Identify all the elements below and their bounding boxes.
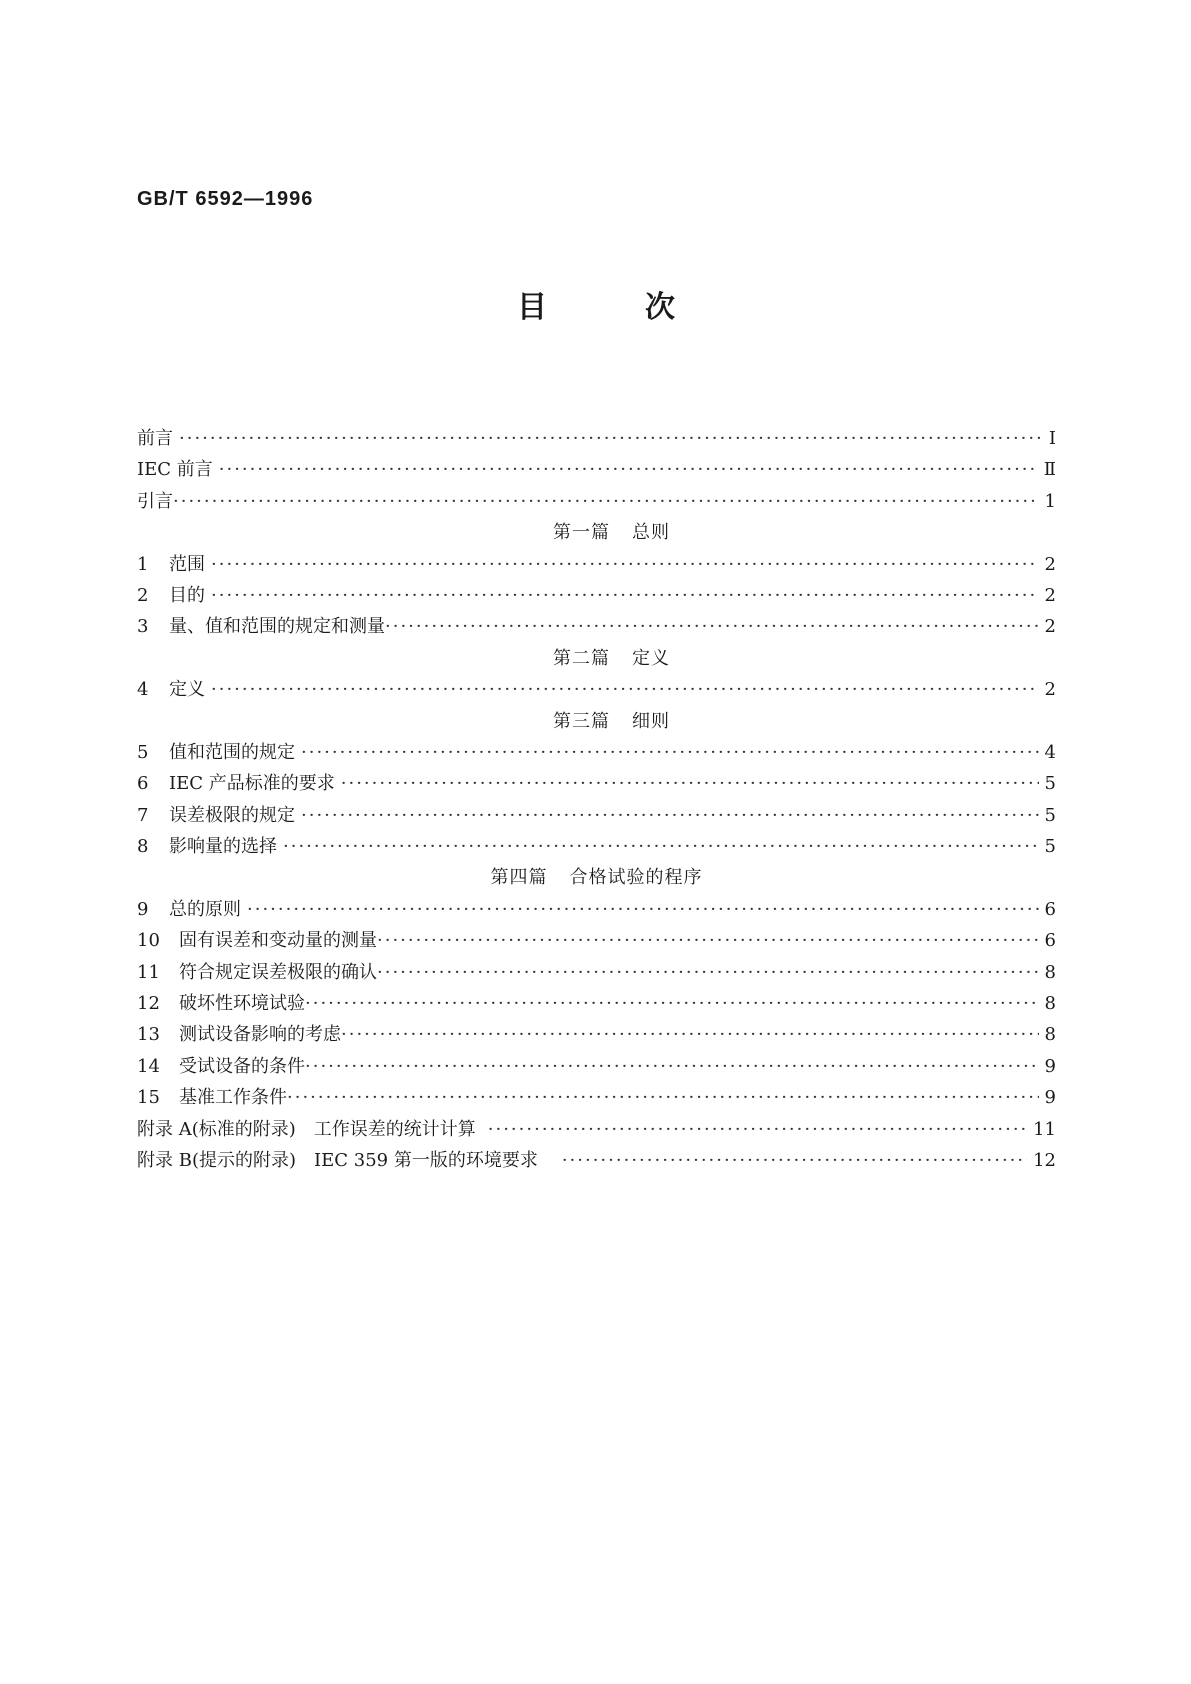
- toc-entry-label: 范围: [169, 553, 205, 575]
- toc-leader-dots: [385, 611, 1039, 642]
- part-heading-number: 第二篇: [553, 647, 610, 669]
- toc-entry-page: 2: [1044, 553, 1056, 575]
- toc-leader-dots: [287, 1082, 1039, 1113]
- toc-entry-2[interactable]: [137, 580, 1056, 611]
- toc-entry-13[interactable]: [137, 1019, 1056, 1050]
- toc-entry-number: 5: [137, 741, 149, 763]
- toc-entry-10[interactable]: [137, 925, 1056, 956]
- toc-entry-label: IEC 前言: [137, 459, 213, 481]
- toc-entry-number: 9: [137, 898, 149, 920]
- toc-entry-iec-foreword[interactable]: [137, 454, 1056, 485]
- toc-entry-15[interactable]: [137, 1082, 1056, 1113]
- toc-entry-6[interactable]: [137, 768, 1056, 799]
- part-2-heading: [137, 643, 1056, 674]
- toc-leader-dots: [377, 925, 1039, 956]
- toc-leader-dots: [179, 423, 1040, 454]
- toc-entry-number: 6: [137, 773, 149, 795]
- toc-entry-page: 1: [1044, 490, 1056, 512]
- toc-leader-dots: [219, 454, 1038, 485]
- toc-entry-7[interactable]: [137, 800, 1056, 831]
- toc-entry-label: 符合规定误差极限的确认: [179, 961, 377, 983]
- toc-entry-number: 7: [137, 804, 149, 826]
- toc-entry-appendix-a[interactable]: [137, 1114, 1056, 1145]
- toc-leader-dots: [173, 486, 1039, 517]
- toc-entry-label: 固有误差和变动量的测量: [179, 930, 377, 952]
- toc-entry-page: 2: [1044, 679, 1056, 701]
- toc-leader-dots: [301, 737, 1039, 768]
- toc-entry-number: 12: [137, 993, 160, 1015]
- standard-number: GB/T 6592—1996: [137, 188, 314, 210]
- toc-entry-label: 误差极限的规定: [169, 804, 295, 826]
- toc-entry-number: 13: [137, 1024, 160, 1046]
- toc-entry-label: 定义: [169, 679, 205, 701]
- toc-entry-number: 11: [137, 961, 160, 983]
- toc-entry-number: 4: [137, 679, 149, 701]
- part-4-heading: [137, 862, 1056, 893]
- toc-entry-page: Ⅱ: [1043, 459, 1056, 481]
- toc-entry-page: 5: [1044, 773, 1056, 795]
- toc-leader-dots: [341, 768, 1039, 799]
- toc-entry-9[interactable]: [137, 894, 1056, 925]
- toc-entry-label: 附录 A(标准的附录) 工作误差的统计计算: [137, 1118, 476, 1140]
- toc-leader-dots: [211, 549, 1039, 580]
- page-title-char-1: 目: [517, 290, 547, 325]
- toc-entry-appendix-b[interactable]: [137, 1145, 1056, 1176]
- toc-entry-number: 8: [137, 836, 149, 858]
- toc-entry-page: Ⅰ: [1048, 428, 1056, 449]
- toc-entry-label: 附录 B(提示的附录) IEC 359 第一版的环境要求: [137, 1149, 538, 1171]
- toc-entry-label: 受试设备的条件: [179, 1055, 305, 1077]
- part-heading-title: 总则: [632, 522, 670, 544]
- toc-entry-label: 破坏性环境试验: [179, 993, 305, 1015]
- toc-entry-11[interactable]: [137, 957, 1056, 988]
- toc-entry-label: 目的: [169, 584, 205, 606]
- toc-entry-3[interactable]: [137, 611, 1056, 642]
- toc-entry-number: 10: [137, 930, 160, 952]
- toc-entry-page: 6: [1044, 898, 1056, 920]
- toc-entry-label: 前言: [137, 428, 173, 449]
- toc-leader-dots: [305, 1051, 1039, 1082]
- toc-entry-label: 总的原则: [169, 898, 241, 920]
- page-title-char-2: 次: [645, 290, 675, 325]
- part-heading-title: 合格试验的程序: [569, 867, 703, 889]
- toc-entry-12[interactable]: [137, 988, 1056, 1019]
- toc-entry-14[interactable]: [137, 1051, 1056, 1082]
- toc-entry-number: 1: [137, 553, 149, 575]
- toc-entry-number: 14: [137, 1055, 160, 1077]
- toc-leader-dots: [301, 800, 1039, 831]
- toc-entry-number: 2: [137, 584, 149, 606]
- toc-entry-label: 引言: [137, 490, 173, 512]
- toc-entry-number: 3: [137, 616, 149, 638]
- toc-leader-dots: [341, 1019, 1039, 1050]
- part-heading-title: 定义: [632, 647, 670, 669]
- toc-entry-page: 8: [1044, 961, 1056, 983]
- toc-entry-label: 测试设备影响的考虑: [179, 1024, 341, 1046]
- table-of-contents: [137, 423, 1056, 1176]
- part-3-heading: [137, 706, 1056, 737]
- toc-entry-page: 6: [1044, 930, 1056, 952]
- toc-leader-dots: [283, 831, 1039, 862]
- toc-entry-page: 9: [1044, 1087, 1056, 1109]
- toc-entry-page: 9: [1044, 1055, 1056, 1077]
- toc-entry-number: 15: [137, 1087, 160, 1109]
- part-1-heading: [137, 517, 1056, 548]
- toc-entry-label: 影响量的选择: [169, 836, 277, 858]
- part-heading-title: 细则: [632, 710, 670, 732]
- toc-entry-page: 2: [1044, 584, 1056, 606]
- part-heading-number: 第三篇: [553, 710, 610, 732]
- toc-leader-dots: [211, 674, 1039, 705]
- toc-entry-page: 4: [1044, 741, 1056, 763]
- toc-entry-page: 8: [1044, 1024, 1056, 1046]
- toc-entry-page: 2: [1044, 616, 1056, 638]
- toc-entry-5[interactable]: [137, 737, 1056, 768]
- toc-leader-dots: [377, 957, 1039, 988]
- toc-entry-1[interactable]: [137, 549, 1056, 580]
- toc-entry-label: 基准工作条件: [179, 1087, 287, 1109]
- toc-entry-introduction[interactable]: [137, 486, 1056, 517]
- toc-leader-dots: [562, 1145, 1027, 1176]
- toc-entry-label: 值和范围的规定: [169, 741, 295, 763]
- toc-entry-foreword[interactable]: [137, 423, 1056, 454]
- toc-entry-page: 8: [1044, 993, 1056, 1015]
- toc-leader-dots: [211, 580, 1039, 611]
- toc-leader-dots: [247, 894, 1039, 925]
- toc-leader-dots: [305, 988, 1039, 1019]
- part-heading-number: 第四篇: [490, 867, 548, 889]
- toc-entry-4[interactable]: [137, 674, 1056, 705]
- toc-entry-page: 5: [1044, 804, 1056, 826]
- toc-entry-label: 量、值和范围的规定和测量: [169, 616, 385, 638]
- page-title: [0, 282, 1191, 325]
- toc-entry-8[interactable]: [137, 831, 1056, 862]
- toc-entry-page: 12: [1033, 1149, 1056, 1171]
- toc-entry-page: 11: [1033, 1118, 1056, 1140]
- toc-entry-label: IEC 产品标准的要求: [169, 773, 335, 795]
- part-heading-number: 第一篇: [553, 522, 610, 544]
- toc-leader-dots: [488, 1114, 1027, 1145]
- toc-entry-page: 5: [1044, 836, 1056, 858]
